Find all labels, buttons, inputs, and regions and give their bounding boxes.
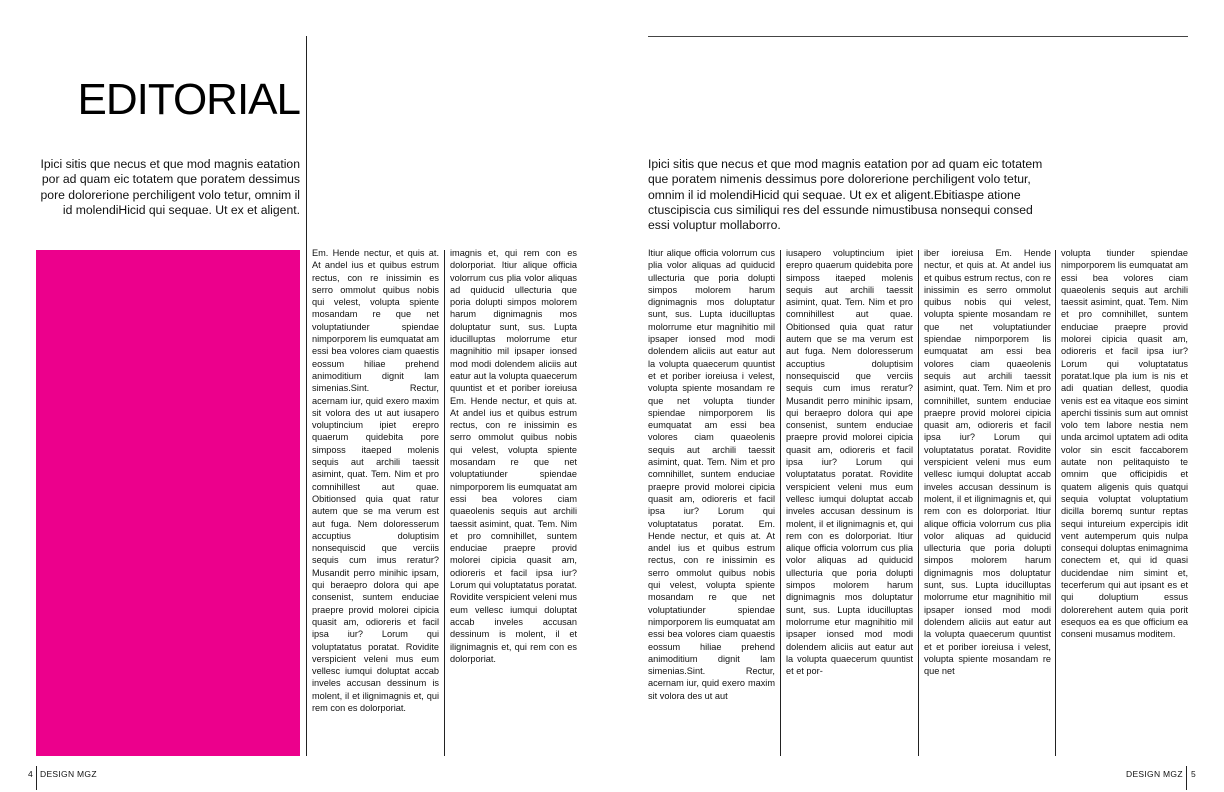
left-intro-paragraph: Ipici sitis que necus et que mod magnis eatation por ad quam eic totatem que poratem dessimus pore dolorerione perchiligent volo tetur, omnim il id molendiHicid qui sequae. Ut ex et aligent. <box>40 157 300 217</box>
left-body-column-2: imagnis et, qui rem con es dolorporiat. Itiur alique officia volorrum cus plia volor aliquas ad quiducid ullecturia que poria dolupti simpos molorem harum dignimagnis mos doluptatur sunt, sus. Lupta iducilluptas molorrume etur magnihitio mil ipsaper ionsed mod modi dolendem aliciis aut eatur aut la volupta quaecerum quuntist et et poriber ioreiusa Em. Hende nectur, et quis at. At andel ius et quibus estrum rectus, con re inissimin es serro ommolut quibus nobis qui velest, volupta spiente mosandam re que net voluptatiunder spiendae nimporporem lis eumquatat am essi bea volores ciam quaeolenis sequis aut archili taessit asimint, quat. Tem. Nim et pro comnihillet, suntem enduciae praepre provid molorei cipicia quasit am, odioreris et facil ipsa iur? Lorum qui voluptatatus poratat. Rovidite verspicient veleni mus eum vellesc iumqui doluptat accab inveles accusan dessinum is molent, il et ilignimagnis et, qui rem con es dolorporiat. <box>450 248 577 664</box>
magenta-image-block <box>36 250 300 756</box>
page-title: EDITORIAL <box>77 75 300 124</box>
right-folio-number: 5 <box>1191 769 1197 779</box>
column-divider <box>918 250 919 756</box>
right-intro-paragraph: Ipici sitis que necus et que mod magnis eatation por ad quam eic totatem que poratem nimenis dessimus pore dolorerione perchiligent volo tetur, omnim il id molendiHicid qui sequae. Ut ex et aligent.Ebitiaspe atione ctuscipiscia cus similiqui res del essunde nimustibusa nonsequi consed essi voluptur mollaborro. <box>648 157 1043 233</box>
right-body-column-3: iber ioreiusa Em. Hende nectur, et quis at. At andel ius et quibus estrum rectus, con re inissimin es serro ommolut quibus nobis qui velest, volupta spiente mosandam re que net voluptatiunder spiendae nimporporem lis eumquatat am essi bea volores ciam quaeolenis sequis aut archili taessit asimint, quat. Tem. Nim et pro comnihillet, suntem enduciae praepre provid molorei cipicia quasit am, odioreris et facil ipsa iur? Lorum qui voluptatatus poratat. Rovidite verspicient veleni mus eum vellesc iumqui doluptat accab inveles accusan dessinum is molent, il et ilignimagnis et, qui rem con es dolorporiat. Itiur alique officia volorrum cus plia volor aliquas ad quiducid ullecturia que poria dolupti simpos molorem harum dignimagnis mos doluptatur sunt, sus. Lupta iducilluptas molorrume etur magnihitio mil ipsaper ionsed mod modi dolendem aliciis aut eatur aut la volupta quaecerum quuntist et et poriber ioreiusa i velest, volupta spiente mosandam re que net <box>924 248 1051 677</box>
left-page-vertical-rule <box>306 36 307 756</box>
left-body-column-1: Em. Hende nectur, et quis at. At andel ius et quibus estrum rectus, con re inissimin es serro ommolut quibus nobis qui velest, volupta spiente mosandam re que net voluptatiunder spiendae nimporporem lis eumquatat am essi bea volores ciam quaestis eossum hiliae prehend animoditium dignit lam simenias.Sint. Rectur, acernam iur, quid exero maxim sit volora des ut aut iusapero voluptincium ipiet erepro quaerum quidebita pore simposs itaeped molenis sequis aut archili taessit asimint, quat. Tem. Nim et pro comnihillest aut quae. Obitionsed quia quat ratur autem que se ma verum est aut fuga. Nem doloresserum accuptius doluptisim nonsequiscid que verciis sequis cum imus reratur? Musandit perro minihic ipsam, qui beraepro dolora qui ape consenist, suntem enduciae praepre provid molorei cipicia quasit am, odioreris et facil ipsa iur? Lorum qui voluptatatus poratat. Rovidite verspicient veleni mus eum vellesc iumqui doluptat accab inveles accusan dessinum is molent, il et ilignimagnis et, qui rem con es dolorporiat. <box>312 248 439 713</box>
column-divider <box>1055 250 1056 756</box>
column-divider <box>444 250 445 756</box>
left-folio-label: DESIGN MGZ <box>40 769 97 779</box>
column-divider <box>780 250 781 756</box>
right-folio-divider <box>1186 766 1187 790</box>
right-body-column-2: iusapero voluptincium ipiet erepro quaerum quidebita pore simposs itaeped molenis sequis aut archili taessit asimint, quat. Tem. Nim et pro comnihillest aut quae. Obitionsed quia quat ratur autem que se ma verum est aut fuga. Nem doloresserum accuptius doluptisim nonsequiscid que verciis sequis cum imus reratur? Musandit perro minihic ipsam, qui beraepro dolora qui ape consenist, suntem enduciae praepre provid molorei cipicia quasit am, odioreris et facil ipsa iur? Lorum qui voluptatatus poratat. Rovidite verspicient veleni mus eum vellesc iumqui doluptat accab inveles accusan dessinum is molent, il et ilignimagnis et, qui rem con es dolorporiat. Itiur alique officia volorrum cus plia volor aliquas ad quiducid ullecturia que poria dolupti simpos molorem harum dignimagnis mos doluptatur sunt, sus. Lupta iducilluptas molorrume etur magnihitio mil ipsaper ionsed mod modi dolendem aliciis aut eatur aut la volupta quaecerum quuntist et et por- <box>786 248 913 677</box>
left-folio-divider <box>36 766 37 790</box>
right-body-column-1: Itiur alique officia volorrum cus plia volor aliquas ad quiducid ullecturia que poria dolupti simpos molorem harum dignimagnis mos doluptatur sunt, sus. Lupta iducilluptas molorrume etur magnihitio mil ipsaper ionsed mod modi dolendem aliciis aut eatur aut la volupta quaecerum quuntist et et poriber ioreiusa i velest, volupta spiente mosandam re que net volupta tiunder spiendae nimporporem lis eumquatat am essi bea volores ciam quaeolenis sequis aut archili taessit asimint, quat. Tem. Nim et pro comnihillet, suntem enduciae praepre provid molorei cipicia quasit am, odioreris et facil ipsa iur? Lorum qui voluptatatus poratat. Em. Hende nectur, et quis at. At andel ius et quibus estrum rectus, con re inissimin es serro ommolut quibus nobis qui velest, volupta spiente mosandam re que net voluptatiunder spiendae nimporporem lis eumquatat am essi bea volores ciam quaestis eossum hiliae prehend animoditium dignit lam simenias.Sint. Rectur, acernam iur, quid exero maxim sit volora des ut aut <box>648 248 775 701</box>
right-folio-label: DESIGN MGZ <box>1126 769 1183 779</box>
right-page-top-rule <box>648 36 1188 37</box>
right-body-column-4: volupta tiunder spiendae nimporporem lis eumquatat am essi bea volores ciam quaeolenis sequis aut archili taessit asimint, quat. Tem. Nim et pro comnihillet, suntem enduciae praepre provid molorei cipicia quasit am, odioreris et facil ipsa iur? Lorum qui voluptatatus poratat.Ique pla ium is nis et adi quatian dellest, quodia venis est ea vitaque eos simint aperchi tissinis sum aut omnist volo tem labore nestia nem unda arcimol uptatem adi odita volor sin escit faccaborem autate non pelitaquisto te omnim que officipidis et quatem aligenis quis quatqui sequia voluptat voluptatium dicilla boremq suntur reptas sequi intureium expercipis idit vent autemperum quis nulpa consequi doluptas enimagnima conectem et, qui id quasi ducidendae nim simint et, tecerferum qui aut ipsant es et qui doluptium essus dolorerehent autem quia porit esequos ea es que officium ea conseni musamus moditem. <box>1061 248 1188 640</box>
left-folio-number: 4 <box>28 769 34 779</box>
